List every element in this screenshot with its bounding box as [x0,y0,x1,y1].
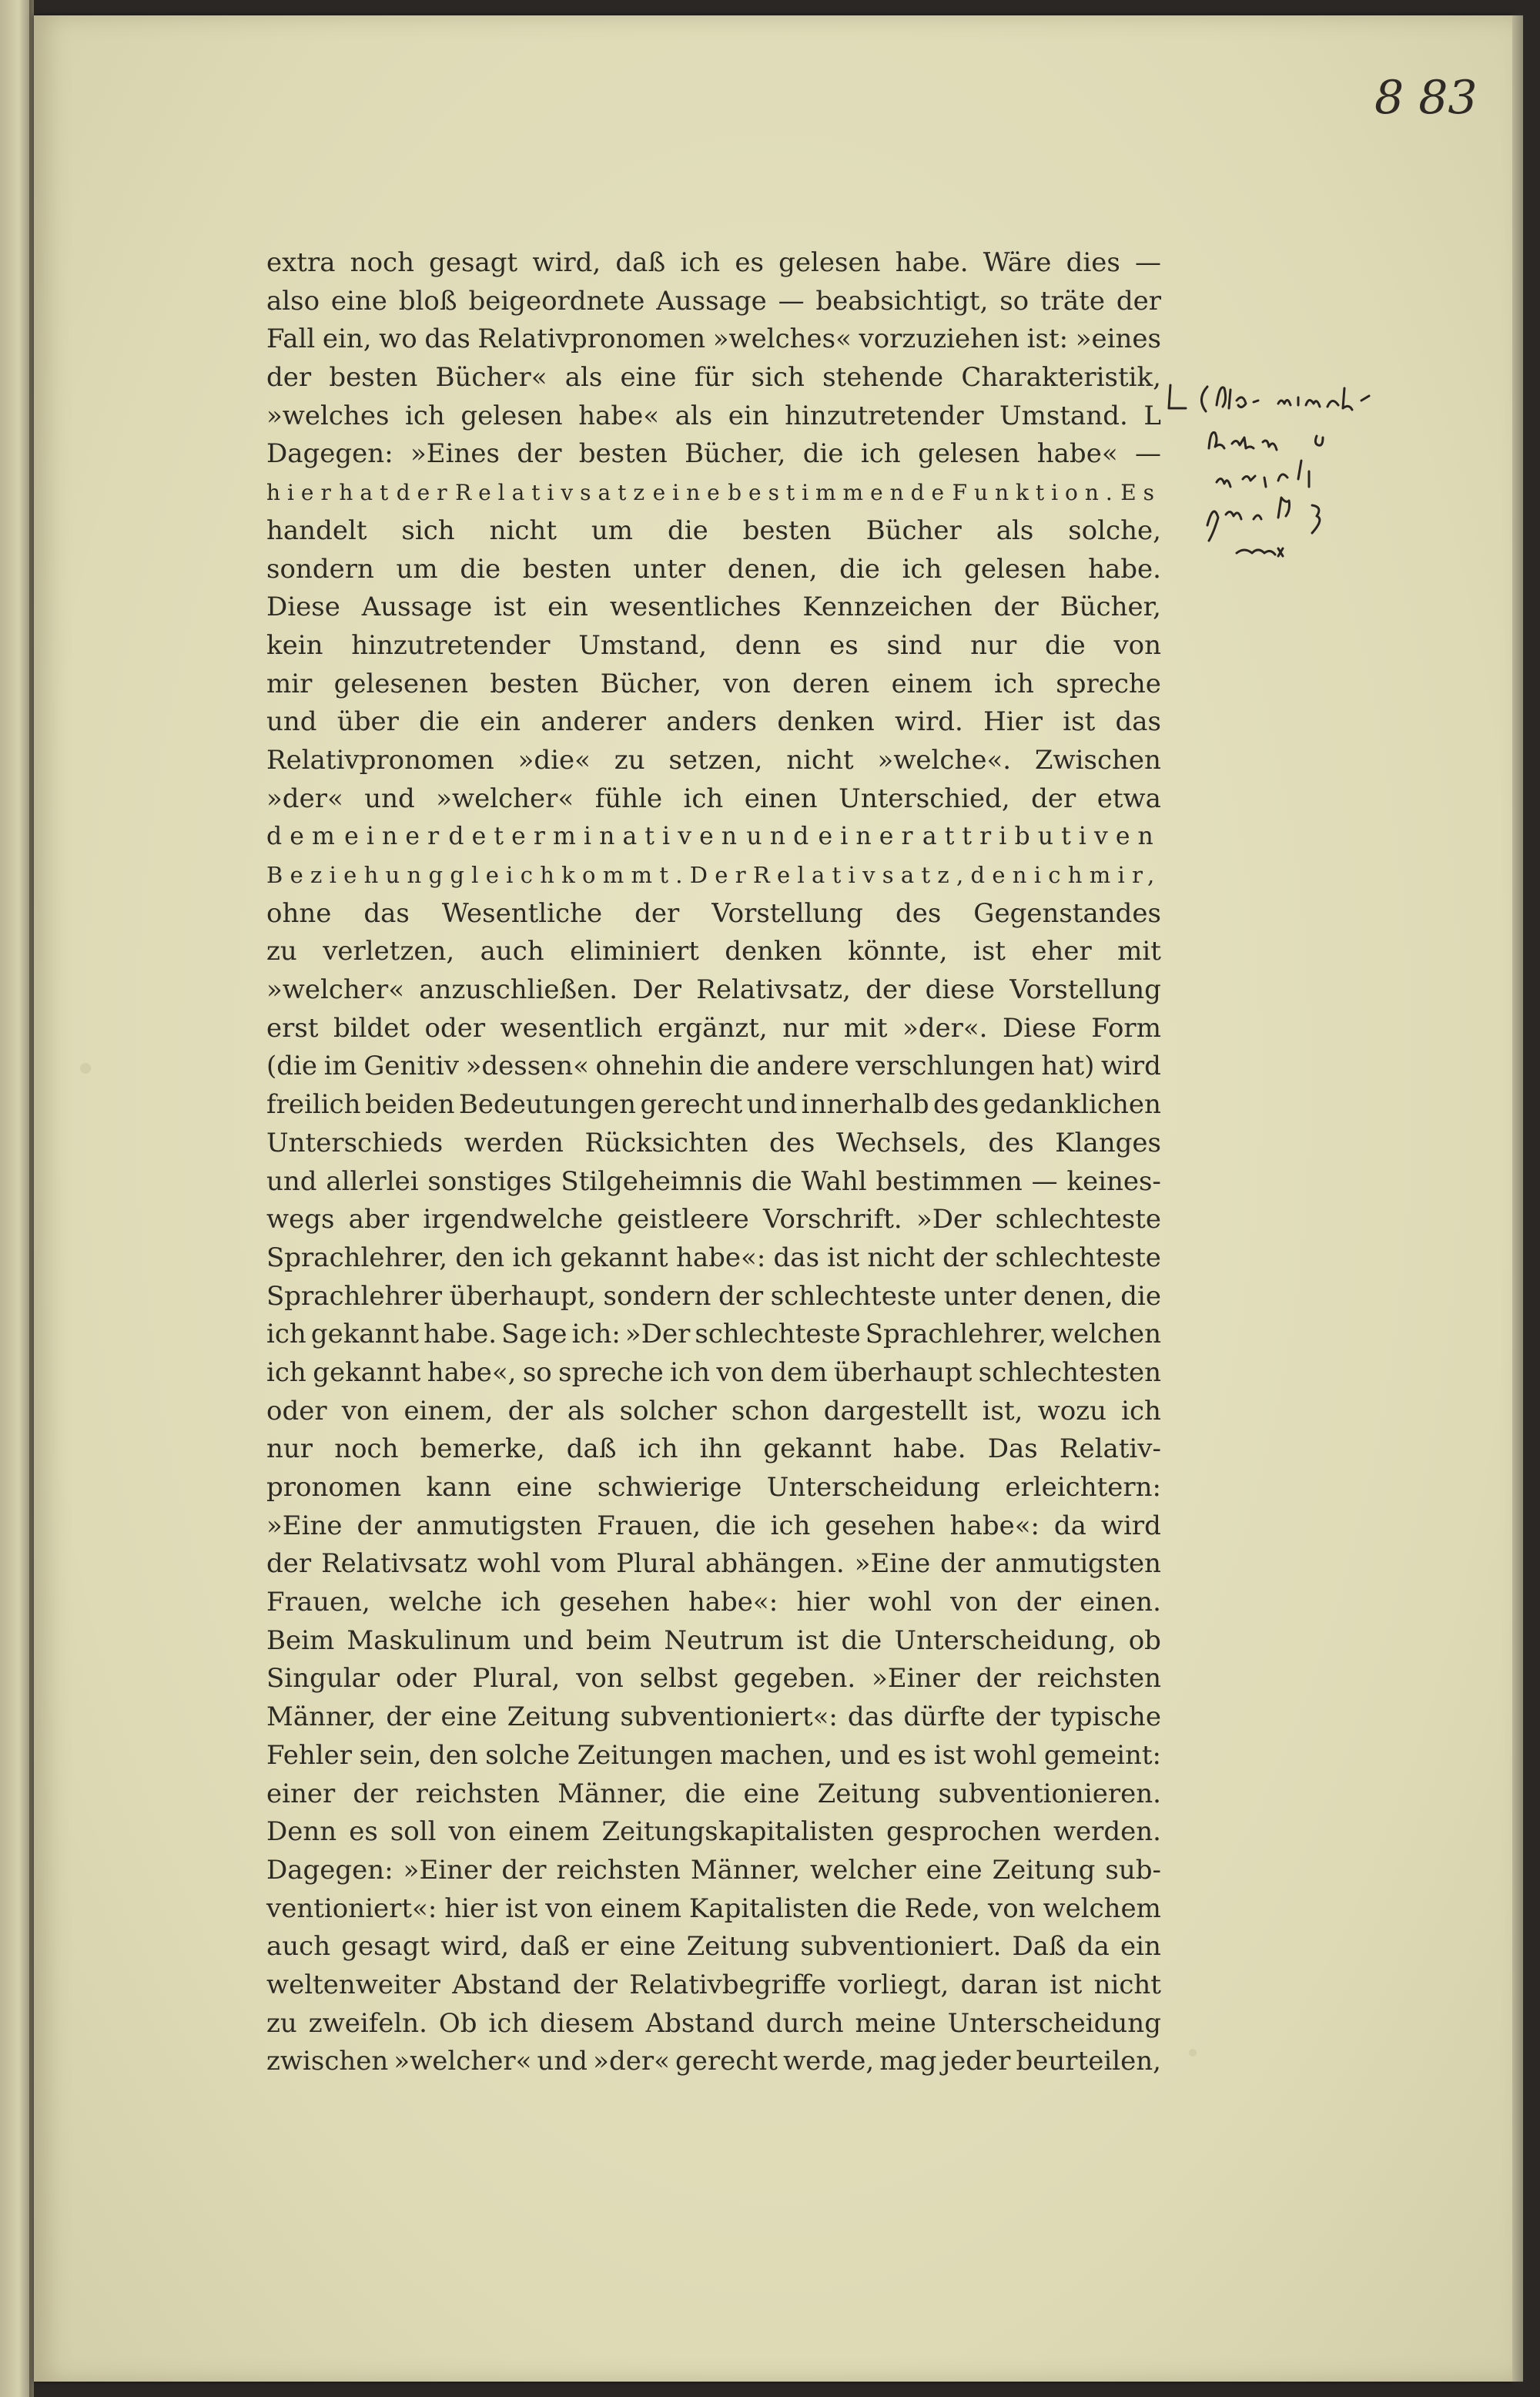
text-line: der Relativsatz wohl vom Plural abhängen. »Eine der anmutigsten [266,1548,1161,1580]
text-line: kein hinzutretender Umstand, denn es sind nur die von [266,629,1161,661]
paper-spot [80,1063,91,1074]
text-line: Beziehung gleichkommt. Der Relativsatz, den ich mir, [266,862,1162,888]
text-line: Denn es soll von einem Zeitungskapitalisten gesprochen werden. [266,1816,1161,1848]
page-right-edge [1512,15,1523,2382]
text-line: ventioniert«: hier ist von einem Kapitalisten die Rede, von welchem [266,1892,1161,1924]
handwritten-folio-number: 8 83 [1374,71,1478,125]
text-line: freilich beiden Bedeutungen gerecht und innerhalb des gedanklichen [266,1089,1161,1121]
text-line: sondern um die besten unter denen, die ich gelesen habe. [266,553,1161,585]
text-line: Sprachlehrer, den ich gekannt habe«: das ist nicht der schlechteste [266,1242,1161,1273]
text-line: Beim Maskulinum und beim Neutrum ist die Unterscheidung, ob [266,1624,1161,1656]
text-line: handelt sich nicht um die besten Bücher als solche, [266,515,1161,546]
text-line: »welcher« anzuschließen. Der Relativsatz, der diese Vorstellung [266,974,1161,1006]
text-line: zwischen »welcher« und »der« gerecht werde, mag jeder beurteilen, [266,2046,1161,2077]
text-line: Dagegen: »Eines der besten Bücher, die ich gelesen habe« — [266,438,1161,470]
text-line: wegs aber irgendwelche geistleere Vorschrift. »Der schlechteste [266,1204,1161,1235]
text-line: ohne das Wesentliche der Vorstellung des Gegenstandes [266,897,1161,929]
text-line: (die im Genitiv »dessen« ohnehin die andere verschlungen hat) wird [266,1051,1161,1082]
handwritten-marginal-note [1163,377,1455,608]
text-line: mir gelesenen besten Bücher, von deren einem ich spreche [266,668,1161,699]
text-line: und allerlei sonstiges Stilgeheimnis die Wahl bestimmen — keines- [266,1165,1161,1197]
text-line: erst bildet oder wesentlich ergänzt, nur mit »der«. Diese Form [266,1012,1161,1044]
text-line: zu zweifeln. Ob ich diesem Abstand durch meine Unterscheidung [266,2007,1161,2039]
text-line: Fehler sein, den solche Zeitungen machen, und es ist wohl gemeint: [266,1739,1161,1771]
text-line: Singular oder Plural, von selbst gegeben. »Einer der reichsten [266,1663,1161,1695]
text-line: »Eine der anmutigsten Frauen, die ich gesehen habe«: da wird [266,1510,1161,1541]
text-line: »welches ich gelesen habe« als ein hinzutretender Umstand. L [266,400,1161,431]
text-line: zu verletzen, auch eliminiert denken könnte, ist eher mit [266,936,1161,967]
text-line: pronomen kann eine schwierige Unterscheidung erleichtern: [266,1472,1161,1503]
text-line: Relativpronomen »die« zu setzen, nicht »welche«. Zwischen [266,744,1161,776]
text-line: dem einer determinativen und einer attributiven [266,823,1161,851]
text-line: ich gekannt habe«, so spreche ich von dem überhaupt schlechtesten [266,1356,1161,1388]
text-line: hier hat der Relativsatz eine bestimmende Funktion. Es [266,480,1161,506]
text-line: Sprachlehrer überhaupt, sondern der schlechteste unter denen, die [266,1280,1161,1312]
body-text [266,244,1161,2081]
text-line: Fall ein, wo das Relativpronomen »welches« vorzuziehen ist: »eines [266,324,1161,355]
text-line: Dagegen: »Einer der reichsten Männer, welcher eine Zeitung sub- [266,1854,1161,1886]
text-line: ich gekannt habe. Sage ich: »Der schlechteste Sprachlehrer, welchen [266,1319,1161,1350]
text-line: »der« und »welcher« fühle ich einen Unterschied, der etwa [266,783,1161,814]
text-line: nur noch bemerke, daß ich ihn gekannt habe. Das Relativ- [266,1433,1161,1465]
text-line: einer der reichsten Männer, die eine Zeitung subventionieren. [266,1778,1161,1809]
text-line: extra noch gesagt wird, daß ich es gelesen habe. Wäre dies — [266,247,1161,278]
paper-spot [1189,2049,1197,2057]
text-line: Diese Aussage ist ein wesentliches Kennzeichen der Bücher, [266,592,1161,623]
text-line: der besten Bücher« als eine für sich stehende Charakteristik, [266,362,1161,394]
text-line: und über die ein anderer anders denken wird. Hier ist das [266,706,1161,738]
text-line: weltenweiter Abstand der Relativbegriffe vorliegt, daran ist nicht [266,1969,1161,2000]
text-line: Männer, der eine Zeitung subventioniert«: das dürfte der typische [266,1701,1161,1733]
text-line: auch gesagt wird, daß er eine Zeitung subventioniert. Daß da ein [266,1931,1161,1963]
text-line: Unterschieds werden Rücksichten des Wechsels, des Klanges [266,1127,1161,1158]
marginal-note-scribble [1163,377,1455,608]
text-line: oder von einem, der als solcher schon dargestellt ist, wozu ich [266,1395,1161,1426]
text-line: also eine bloß beigeordnete Aussage — beabsichtigt, so träte der [266,285,1161,317]
text-line: Frauen, welche ich gesehen habe«: hier wohl von der einen. [266,1587,1161,1618]
